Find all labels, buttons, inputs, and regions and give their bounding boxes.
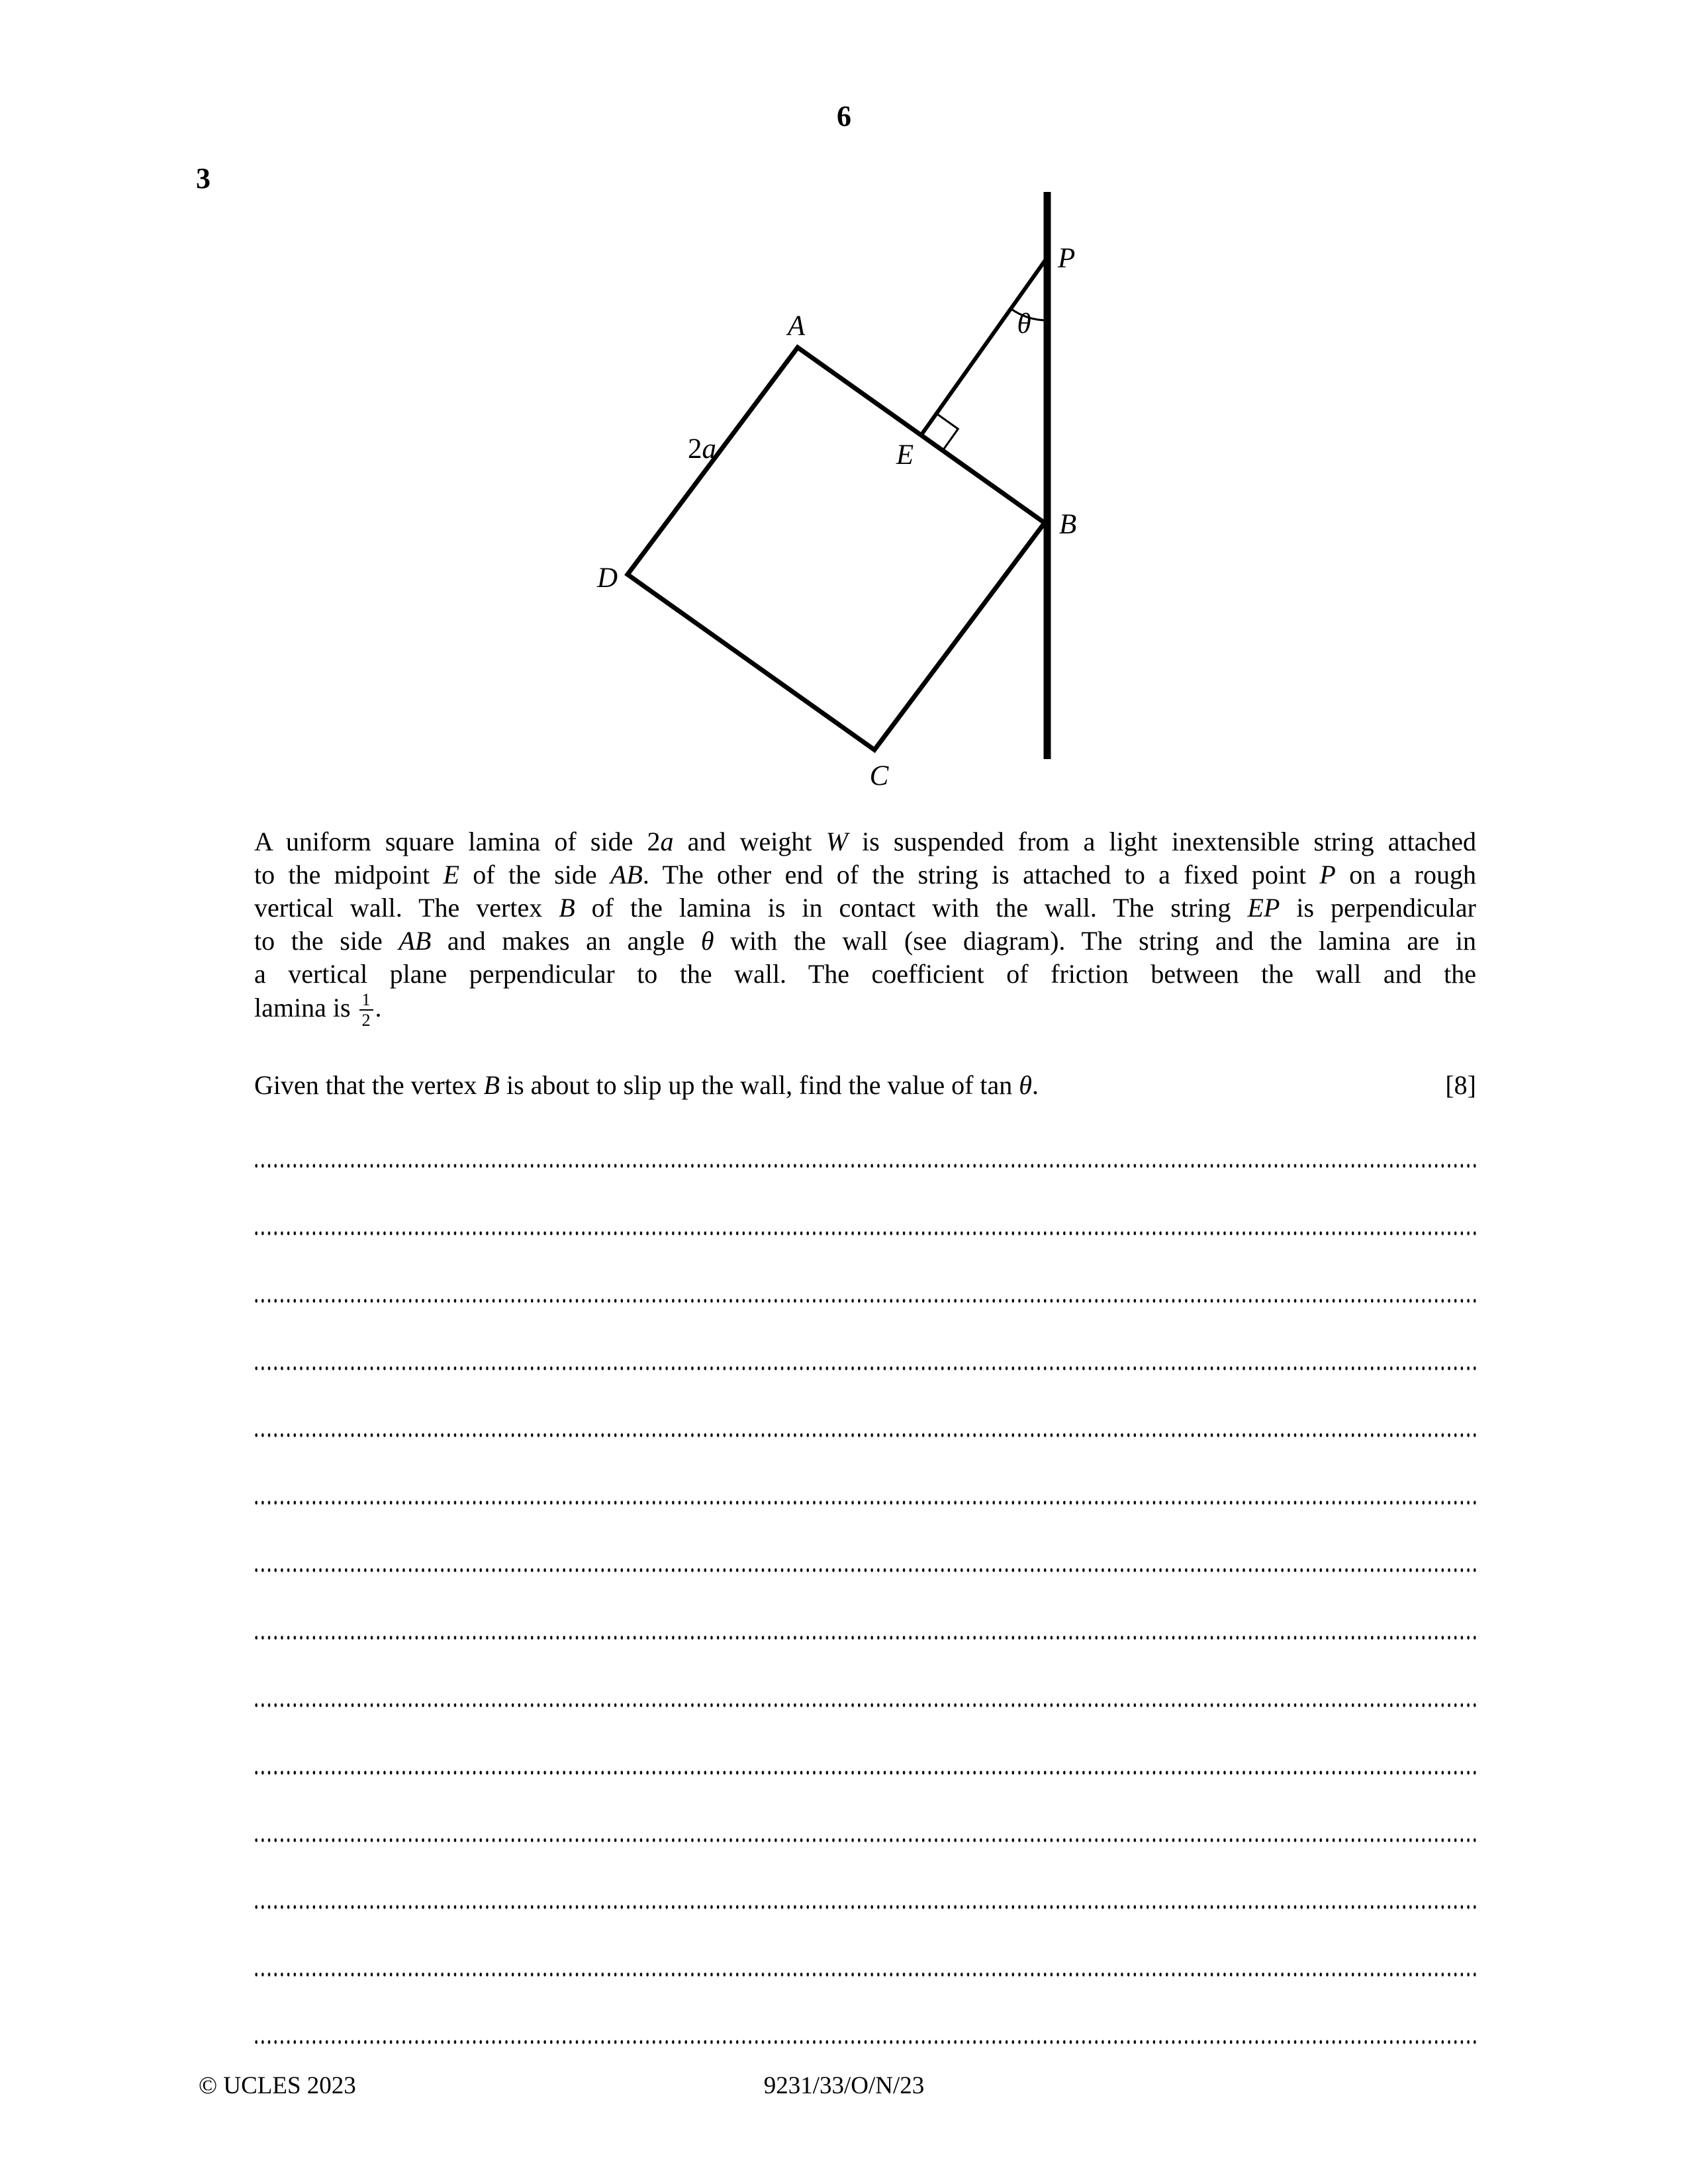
text-run: to the midpoint <box>254 860 444 889</box>
footer-copyright: © UCLES 2023 <box>199 2072 356 2099</box>
paragraph-line <box>254 990 1476 1030</box>
answer-dotted-line <box>254 1972 1476 1978</box>
math-variable: θ <box>1019 1070 1032 1100</box>
right-angle-mark <box>937 414 959 451</box>
label-theta: θ <box>1017 308 1031 340</box>
text-run: and makes an angle <box>431 926 701 956</box>
fraction-denominator: 2 <box>359 1009 373 1029</box>
answer-dotted-line <box>254 1770 1476 1776</box>
answer-dotted-line <box>254 1837 1476 1843</box>
lamina-wall-diagram <box>563 165 1125 794</box>
text-run: to the side <box>254 926 399 956</box>
label-B: B <box>1059 509 1077 540</box>
label-side-2a <box>688 433 716 465</box>
marks-badge: [8] <box>1445 1070 1476 1100</box>
text-run: on a rough <box>1335 860 1477 889</box>
math-variable: a <box>660 827 674 856</box>
math-variable: B <box>559 893 575 923</box>
label-C: C <box>869 760 889 792</box>
text-run: 2 <box>647 827 661 856</box>
label-A: A <box>787 310 806 341</box>
page-number: 6 <box>837 100 851 132</box>
label-E: E <box>896 439 914 471</box>
string-line <box>921 257 1048 435</box>
text-run: is about to slip up the wall, find the value of tan <box>499 1070 1019 1100</box>
text-run: is perpendicular <box>1280 893 1476 923</box>
text-run: and weight <box>673 827 826 856</box>
question-number: 3 <box>196 162 211 195</box>
text-run: . The other end of the string is attached to a fixed point <box>642 860 1320 889</box>
answer-dotted-line <box>254 1500 1476 1506</box>
text-run: a vertical plane perpendicular to the wall. The coefficient of friction between the wall and the <box>254 959 1476 989</box>
paragraph-line <box>254 825 1476 858</box>
answer-dotted-line <box>254 1230 1476 1236</box>
answer-dotted-line <box>254 1298 1476 1304</box>
text-run: Given that the vertex <box>254 1070 484 1100</box>
answer-dotted-line <box>254 1163 1476 1169</box>
text-run: vertical wall. The vertex <box>254 893 559 923</box>
answer-dotted-line <box>254 1635 1476 1641</box>
answer-dotted-line <box>254 2039 1476 2045</box>
text-run: of the lamina is in contact with the wall. The string <box>575 893 1248 923</box>
answer-dotted-line <box>254 1702 1476 1708</box>
problem-statement <box>254 825 1477 1030</box>
paragraph-line <box>254 858 1476 891</box>
math-variable: W <box>825 827 848 856</box>
side-length-variable: a <box>702 433 716 465</box>
question-text <box>254 1069 1039 1101</box>
math-variable: E <box>443 860 459 889</box>
footer-paper-code: 9231/33/O/N/23 <box>763 2072 925 2099</box>
paragraph-line <box>254 891 1476 925</box>
text-run: of the side <box>459 860 610 889</box>
text-run: lamina is <box>254 993 357 1023</box>
text-run: is suspended from a light inextensible string attached <box>847 827 1477 856</box>
text-run: A uniform square lamina of side <box>254 827 647 856</box>
side-length-coefficient: 2 <box>688 433 702 465</box>
math-variable: θ <box>700 926 714 956</box>
paragraph-line <box>254 925 1476 958</box>
paragraph-line <box>254 958 1476 991</box>
text-run: with the wall (see diagram). The string and the lamina are in <box>714 926 1476 956</box>
label-D: D <box>596 563 618 594</box>
lamina-outline <box>628 347 1045 750</box>
math-variable: B <box>483 1070 500 1100</box>
fraction-numerator: 1 <box>361 990 371 1009</box>
math-variable: P <box>1319 860 1336 889</box>
answer-dotted-line <box>254 1904 1476 1910</box>
text-run: . <box>1031 1070 1039 1100</box>
question-row <box>254 1069 1476 1105</box>
text-run: . <box>375 993 382 1023</box>
answer-dotted-line <box>254 1365 1476 1371</box>
math-variable: AB <box>610 860 643 889</box>
math-variable: AB <box>399 926 432 956</box>
math-variable: EP <box>1247 893 1280 923</box>
stacked-fraction <box>359 991 373 1030</box>
label-P: P <box>1058 243 1076 274</box>
answer-dotted-line <box>254 1432 1476 1438</box>
answer-dotted-line <box>254 1567 1476 1573</box>
